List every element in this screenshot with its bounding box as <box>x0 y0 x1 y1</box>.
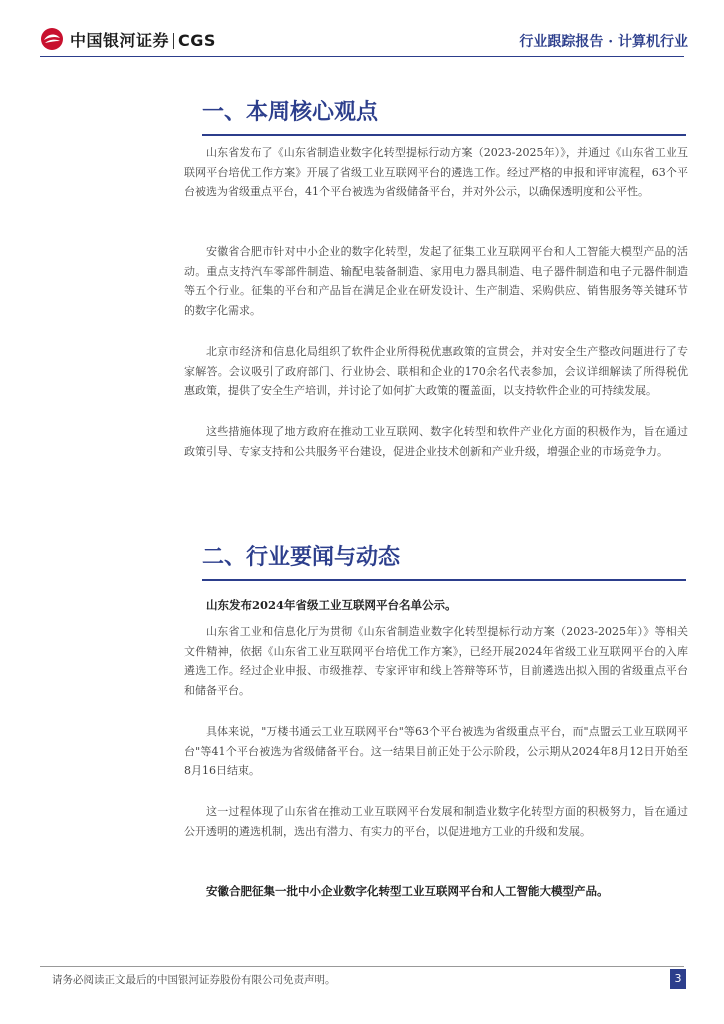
report-type-title: 行业跟踪报告 · 计算机行业 <box>519 34 688 50</box>
paragraph: 山东省发布了《山东省制造业数字化转型提标行动方案（2023-2025年）》，并通过《山东省工业互联网平台培优工作方案》开展了省级工业互联网平台的遴选工作。经过严格的申报和评审流程，63个平台被选为省级重点平台，41个平台被选为省级储备平台，并对外公示，以确保透明度和公平性。 <box>184 146 688 198</box>
paragraph: 这些措施体现了地方政府在推动工业互联网、数字化转型和软件产业化方面的积极作为，旨在通过政策引导、专家支持和公共服务平台建设，促进企业技术创新和产业升级，增强企业的市场竞争力。 <box>184 425 688 458</box>
paragraph: 北京市经济和信息化局组织了软件企业所得税优惠政策的宣贯会，并对安全生产整改问题进行了专家解答。会议吸引了政府部门、行业协会、联相和企业的170余名代表参加，会议详细解读了所得税优惠政策，提供了安全生产培训，并讨论了如何扩大政策的覆盖面，以支持软件企业的可持续发展。 <box>184 345 688 397</box>
section-divider <box>202 579 686 581</box>
news-title: 安徽合肥征集一批中小企业数字化转型工业互联网平台和人工智能大模型产品。 <box>206 884 609 898</box>
page-number: 3 <box>670 969 686 989</box>
logo-separator <box>173 33 174 49</box>
news-title: 山东发布2024年省级工业互联网平台名单公示。 <box>206 598 457 612</box>
header-divider <box>40 56 684 57</box>
section-heading-core-views: 一、本周核心观点 <box>202 99 379 125</box>
paragraph: 安徽省合肥市针对中小企业的数字化转型，发起了征集工业互联网平台和人工智能大模型产品的活动。重点支持汽车零部件制造、输配电装备制造、家用电力器具制造、电子器件制造和电子元器件制造等五个行业。征集的平台和产品旨在满足企业在研发设计、生产制造、采购供应、销售服务等关键环节的数字化需求。 <box>184 245 688 317</box>
paragraph: 这一过程体现了山东省在推动工业互联网平台发展和制造业数字化转型方面的积极努力，旨在通过公开透明的遴选机制，选出有潜力、有实力的平台，以促进地方工业的升级和发展。 <box>184 805 688 838</box>
paragraph: 山东省工业和信息化厅为贯彻《山东省制造业数字化转型提标行动方案（2023-2025年）》等相关文件精神，依据《山东省工业互联网平台培优工作方案》，已经开展2024年省级工业互联网平台的入库遴选工作。经过企业申报、市级推荐、专家评审和线上答辩等环节，目前遴选出拟入围的省级重点平台和储备平台。 <box>184 625 688 697</box>
footer-divider <box>40 966 684 967</box>
section-divider <box>202 134 686 136</box>
paragraph: 具体来说，"万楼书通云工业互联网平台"等63个平台被选为省级重点平台，而"点盟云工业互联网平台"等41个平台被选为省级储备平台。这一结果目前正处于公示阶段，公示期从2024年8月12日开始至8月16日结束。 <box>184 725 688 777</box>
logo-text-cn: 中国银河证券 <box>70 30 170 50</box>
disclaimer-text: 请务必阅读正文最后的中国银河证券股份有限公司免责声明。 <box>52 974 336 986</box>
logo-text-en: CGS <box>178 30 216 50</box>
galaxy-logo-icon <box>40 27 64 51</box>
company-logo <box>40 27 216 51</box>
logo-text <box>70 28 216 51</box>
section-heading-industry-news: 二、行业要闻与动态 <box>202 544 401 570</box>
